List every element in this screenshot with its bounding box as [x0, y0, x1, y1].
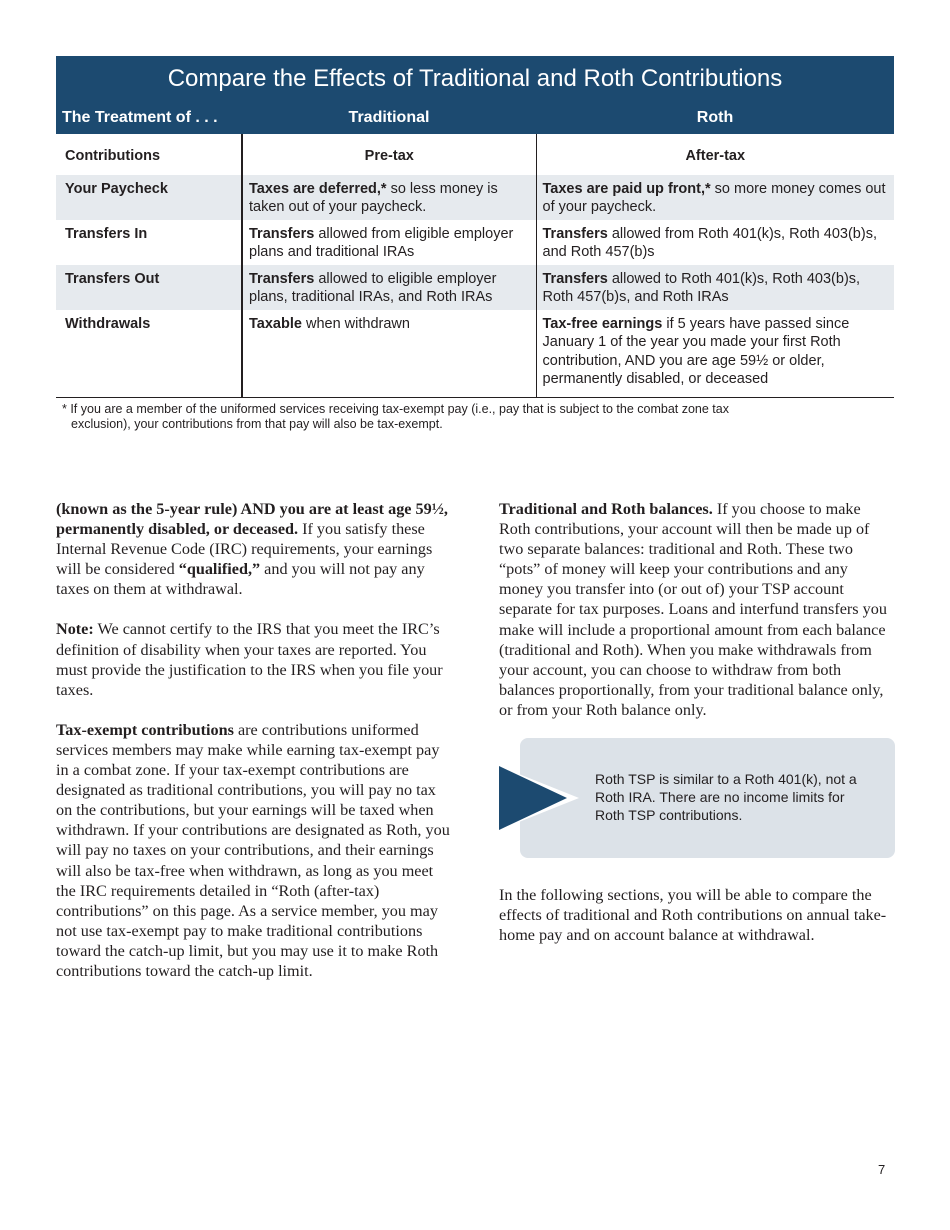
traditional-cell: [242, 175, 536, 220]
cell-text: allowed to Roth 401(k)s, Roth 403(b)s, Roth 457(b)s, and Roth IRAs: [542, 270, 861, 305]
table-title: Compare the Effects of Traditional and Roth Contributions: [56, 56, 894, 102]
text-run: We cannot certify to the IRS that you meet the IRC’s definition of disability when your taxes are reported. You must provide the justification to the IRS when you file your taxes.: [56, 620, 443, 699]
comparison-table: [56, 56, 894, 398]
cell-bold: Tax-free earnings: [542, 315, 663, 332]
bold-run: Tax-exempt contributions: [56, 720, 234, 739]
cell-bold: Transfers: [249, 270, 315, 287]
right-column: [499, 499, 895, 740]
left-column: [56, 499, 456, 1001]
cell-text: when withdrawn: [301, 315, 410, 332]
text-run: are contributions uniformed services members may make while earning tax-exempt pay in a combat zone. If your tax-exempt contributions are designated as traditional contributions, you will pay no tax on the contributions, but your earnings will be taxed when withdrawn. If your contributions are designated as Roth, you will pay no taxes on your contributions, and their earnings will also be tax-free when withdrawn, as long as you meet the IRC requirements detailed in “Roth (after-tax) contributions” on this page. As a service member, you may not use tax-exempt pay to make traditional contributions toward the catch-up limit, but you may use it to make Roth contributions toward the catch-up limit.: [56, 720, 450, 980]
roth-cell: [536, 265, 894, 310]
text-run: If you choose to make Roth contributions, your account will then be made up of two separate balances: traditional and Roth. These two “pots” of money will keep your contributions and any money you transfer into (or out of) your TSP account separate for tax purposes. Loans and interfund transfers you make will include a proportional amount from each balance (traditional and Roth). When you make withdrawals from your account, you can choose to withdraw from both balances proportionally, from your traditional balance only, or from your Roth balance only.: [499, 500, 887, 719]
roth-cell: [536, 175, 894, 220]
cell-bold: Transfers: [542, 225, 608, 242]
paragraph-balances: [499, 499, 895, 720]
closing-paragraph: In the following sections, you will be able to compare the effects of traditional and Roth contributions on annual take-home pay and on account balance at withdrawal.: [499, 886, 887, 945]
text-run: and you will not pay any taxes on them at withdrawal.: [56, 560, 425, 599]
paragraph-note: [56, 619, 456, 699]
header-treatment: The Treatment of . . .: [56, 102, 242, 134]
cell-bold: Taxes are paid up front,*: [542, 180, 711, 197]
paragraph-tax-exempt: [56, 720, 456, 981]
row-label: Withdrawals: [65, 315, 151, 332]
table-footnote: [62, 402, 842, 432]
cell-text: allowed from eligible employer plans and traditional IRAs: [249, 225, 514, 260]
page-number: 7: [878, 1162, 886, 1177]
row-label: Your Paycheck: [56, 175, 242, 220]
cell-bold: After-tax: [685, 148, 746, 164]
row-label: Transfers In: [65, 225, 148, 242]
header-roth: Roth: [536, 102, 894, 134]
cell-bold: Taxes are deferred,*: [249, 180, 387, 197]
traditional-cell: [242, 220, 536, 265]
traditional-cell: [242, 310, 536, 398]
roth-cell: [536, 134, 894, 175]
roth-cell: [536, 220, 894, 265]
text-run: If you satisfy these Internal Revenue Code (IRC) requirements, your earnings will be considered: [56, 520, 433, 579]
cell-text: if 5 years have passed since January 1 of the year you made your first Roth contribution, AND you are age 59½ or older, permanently disabled, or deceased: [542, 315, 850, 387]
comparison-grid: [56, 102, 894, 398]
cell-bold: Pre-tax: [364, 148, 414, 164]
play-arrow-icon: [499, 766, 589, 830]
table-header-row: [56, 102, 894, 134]
table-row: [56, 175, 894, 220]
cell-text: so more money comes out of your paycheck.: [542, 180, 886, 215]
row-label: Transfers Out: [56, 265, 242, 310]
table-row: [56, 134, 894, 175]
cell-bold: Transfers: [542, 270, 608, 287]
bold-run: (known as the 5-year rule) AND you are at least age 59½, permanently disabled, or deceased.: [56, 500, 448, 539]
cell-bold: Taxable: [249, 315, 302, 332]
table-row: [56, 220, 894, 265]
callout-text: Roth TSP is similar to a Roth 401(k), not a Roth IRA. There are no income limits for Roth TSP contributions.: [595, 771, 857, 823]
table-row: [56, 310, 894, 398]
bold-run: Traditional and Roth balances.: [499, 500, 713, 518]
bold-run: “qualified,”: [178, 560, 261, 579]
table-row: [56, 265, 894, 310]
footnote-line-2: exclusion), your contributions from that pay will also be tax-exempt.: [71, 417, 443, 431]
row-label: Contributions: [65, 148, 161, 164]
traditional-cell: [242, 265, 536, 310]
cell-text: allowed from Roth 401(k)s, Roth 403(b)s, and Roth 457(b)s: [542, 225, 877, 260]
roth-cell: [536, 310, 894, 398]
traditional-cell: [242, 134, 536, 175]
header-traditional: Traditional: [242, 102, 536, 134]
bold-run: Note:: [56, 620, 94, 639]
cell-bold: Transfers: [249, 225, 315, 242]
cell-text: so less money is taken out of your paycheck.: [249, 180, 498, 215]
footnote-line-1: * If you are a member of the uniformed services receiving tax-exempt pay (i.e., pay that is subject to the combat zone tax: [62, 402, 729, 416]
cell-text: allowed to eligible employer plans, traditional IRAs, and Roth IRAs: [249, 270, 497, 305]
paragraph-qualified: [56, 499, 456, 599]
